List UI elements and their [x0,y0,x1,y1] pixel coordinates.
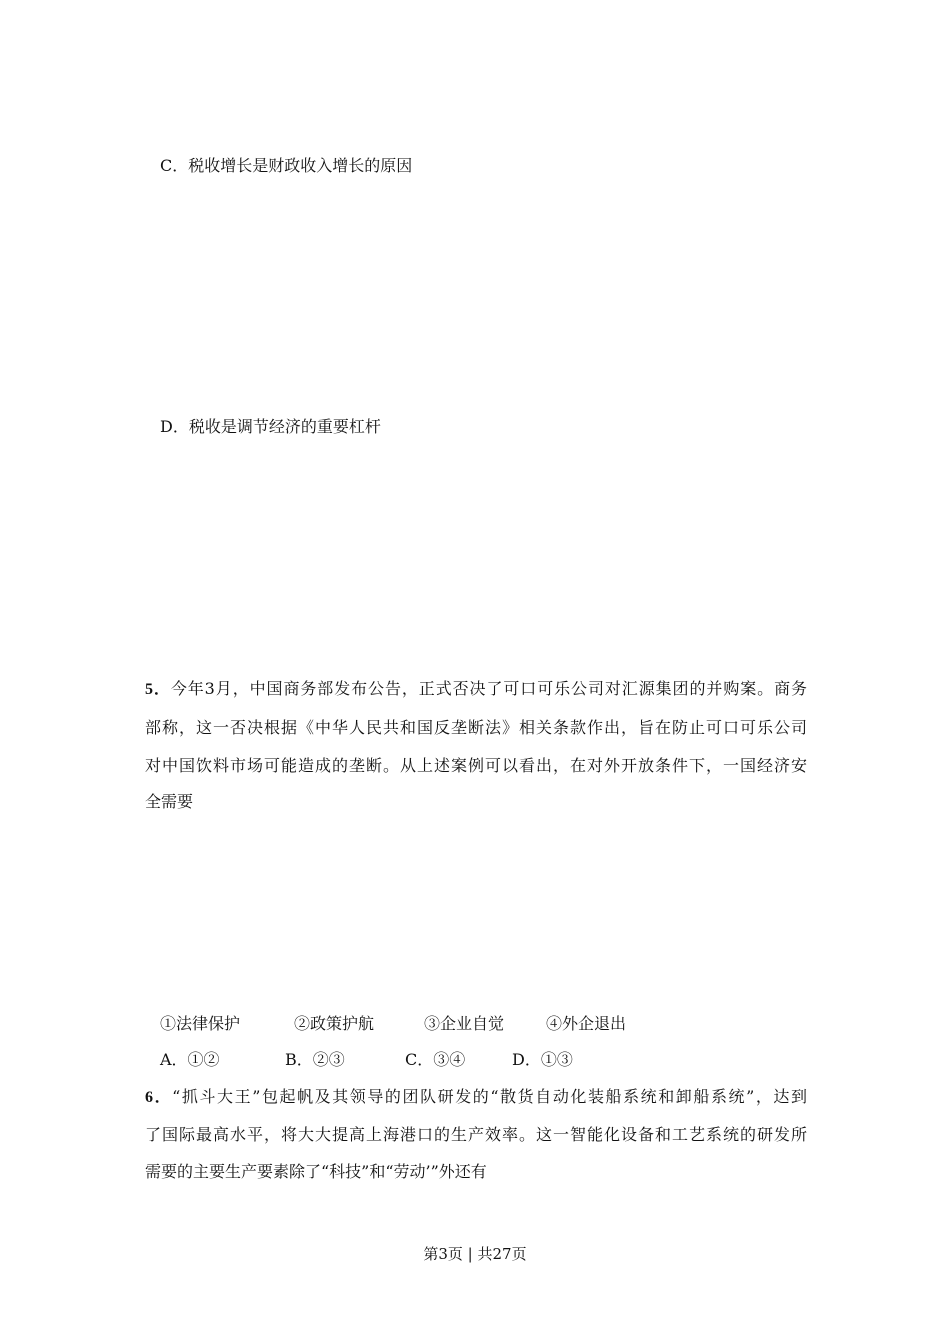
q5-line: 对中国饮料市场可能造成的垄断。从上述案例可以看出，在对外开放条件下，一国经济安 [145,756,807,775]
q6-line: 需要的主要生产要素除了“科技”和“劳动’”外还有 [145,1162,487,1181]
q5-line: 全需要 [145,792,194,811]
q6-text: “抓斗大王”包起帆及其领导的团队研发的“散货自动化装船系统和卸船系统”，达到 [172,1087,807,1106]
q5-statement: ②政策护航 [294,1014,375,1033]
q5-statement: ③企业自觉 [424,1014,505,1033]
q5-text: 今年3月，中国商务部发布公告，正式否决了可口可乐公司对汇源集团的并购案。商务 [170,679,807,698]
q5-choice-d: D．①③ [512,1050,573,1069]
q5-line [145,679,807,700]
q5-statement: ④外企退出 [546,1014,627,1033]
q6-number: 6． [145,1089,173,1106]
q5-choice-a: A．①② [160,1050,220,1069]
q5-line: 部称，这一否决根据《中华人民共和国反垄断法》相关条款作出，旨在防止可口可乐公司 [145,718,807,737]
q5-choice-c: C．③④ [405,1050,466,1069]
q4-option-d: D．税收是调节经济的重要杠杆 [160,417,381,436]
q4-option-c: C．税收增长是财政收入增长的原因 [160,156,413,175]
q5-statement: ①法律保护 [160,1014,241,1033]
q6-line [145,1087,807,1108]
q5-choice-b: B．②③ [285,1050,345,1069]
q6-line: 了国际最高水平，将大大提高上海港口的生产效率。这一智能化设备和工艺系统的研发所 [145,1125,807,1144]
q5-number: 5． [145,681,171,698]
page-footer: 第3页 | 共27页 [423,1245,527,1263]
